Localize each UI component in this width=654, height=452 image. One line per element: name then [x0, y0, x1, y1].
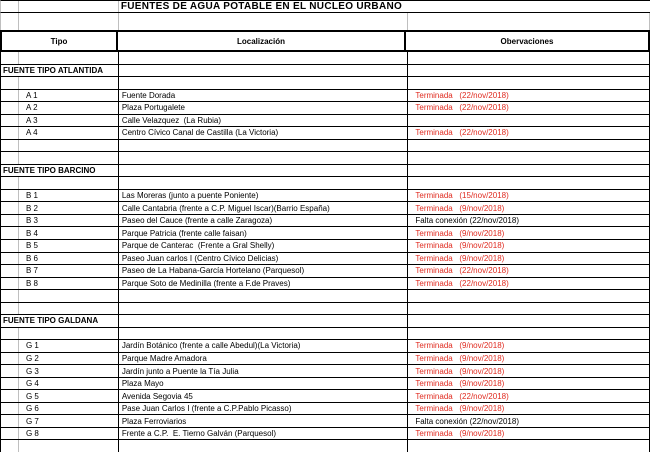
table-row	[0, 90, 650, 103]
table-row	[0, 215, 650, 228]
cell-localizacion: Jardín Botánico (frente a calle Abedul)(La Victoria)	[119, 340, 409, 352]
spacer-row	[0, 440, 650, 452]
section-empty-observaciones	[408, 315, 650, 327]
cell-observaciones: Terminada (9/nov/2018)	[408, 353, 650, 365]
row-margin-cell	[1, 403, 19, 415]
cell-tipo: A 3	[19, 115, 119, 127]
row-margin-cell	[1, 240, 19, 252]
spacer-cell	[119, 140, 409, 152]
cell-localizacion: Plaza Ferroviarios	[119, 415, 409, 427]
cell-localizacion: Paseo Juan carlos I (Centro Cívico Delicias)	[119, 253, 409, 265]
section-empty-localizacion	[119, 165, 409, 177]
spacer-cell	[19, 440, 119, 452]
cell-observaciones: Terminada (15/nov/2018)	[408, 190, 650, 202]
row-margin-cell	[1, 278, 19, 290]
cell-observaciones: Falta conexión (22/nov/2018)	[408, 215, 650, 227]
section-title: FUENTE TIPO ATLANTIDA	[1, 65, 119, 77]
table-row	[0, 403, 650, 416]
cell-tipo: G 6	[19, 403, 119, 415]
column-header-observaciones: Obervaciones	[500, 36, 554, 46]
spacer-cell	[1, 77, 19, 89]
cell-observaciones: Terminada (22/nov/2018)	[408, 278, 650, 290]
cell-localizacion: Plaza Portugalete	[119, 102, 409, 114]
title-cell	[119, 1, 650, 12]
cell-tipo: G 5	[19, 390, 119, 402]
cell-tipo: G 8	[19, 428, 119, 440]
row-margin-cell	[1, 253, 19, 265]
cell-tipo: B 2	[19, 202, 119, 214]
cell-observaciones: Terminada (9/nov/2018)	[408, 240, 650, 252]
cell-observaciones: Terminada (9/nov/2018)	[408, 340, 650, 352]
cell-tipo: B 1	[19, 190, 119, 202]
section-empty-localizacion	[119, 65, 409, 77]
cell-observaciones: Terminada (9/nov/2018)	[408, 428, 650, 440]
cell-observaciones: Terminada (22/nov/2018)	[408, 127, 650, 139]
table-row	[0, 390, 650, 403]
section-empty-localizacion	[119, 315, 409, 327]
section-header-row	[0, 165, 650, 178]
spacer-cell	[119, 52, 409, 64]
section-empty-observaciones	[408, 165, 650, 177]
cell-localizacion: Paseo del Cauce (frente a calle Zaragoza)	[119, 215, 409, 227]
spacer-cell	[119, 440, 409, 452]
cell-tipo: G 7	[19, 415, 119, 427]
cell-localizacion: Paseo de La Habana-García Hortelano (Parquesol)	[119, 265, 409, 277]
cell-observaciones: Terminada (22/nov/2018)	[408, 102, 650, 114]
title-col-a-cell	[1, 1, 19, 12]
spacer-cell	[119, 177, 409, 189]
spacer-cell	[1, 140, 19, 152]
cell-observaciones: Terminada (22/nov/2018)	[408, 265, 650, 277]
table-row	[0, 190, 650, 203]
column-header-localizacion: Localización	[118, 32, 406, 50]
spacer-row	[0, 52, 650, 65]
spacer-row	[0, 140, 650, 153]
table-row	[0, 115, 650, 128]
spacer-cell	[119, 303, 409, 315]
section-empty-observaciones	[408, 65, 650, 77]
cell-tipo: A 2	[19, 102, 119, 114]
cell-localizacion: Parque Madre Amadora	[119, 353, 409, 365]
spacer-cell	[19, 177, 119, 189]
row-margin-cell	[1, 415, 19, 427]
cell-tipo: B 4	[19, 227, 119, 239]
row-margin-cell	[1, 365, 19, 377]
table-header-row	[0, 30, 650, 52]
spacer-cell	[408, 13, 650, 30]
cell-tipo: G 2	[19, 353, 119, 365]
cell-observaciones: Terminada (9/nov/2018)	[408, 202, 650, 214]
cell-observaciones: Terminada (9/nov/2018)	[408, 403, 650, 415]
spacer-cell	[1, 440, 19, 452]
table-row	[0, 253, 650, 266]
cell-localizacion: Fuente Dorada	[119, 90, 409, 102]
cell-tipo: B 8	[19, 278, 119, 290]
cell-localizacion: Pase Juan Carlos I (frente a C.P.Pablo Picasso)	[119, 403, 409, 415]
table-row	[0, 353, 650, 366]
spacer-cell	[19, 290, 119, 302]
spacer-cell	[119, 328, 409, 340]
cell-observaciones: Terminada (22/nov/2018)	[408, 390, 650, 402]
row-margin-cell	[1, 340, 19, 352]
table-row	[0, 340, 650, 353]
spacer-cell	[408, 140, 650, 152]
row-margin-cell	[1, 190, 19, 202]
row-margin-cell	[1, 90, 19, 102]
spacer-cell	[19, 13, 119, 30]
spacer-cell	[19, 303, 119, 315]
spacer-cell	[408, 152, 650, 164]
cell-observaciones	[408, 115, 650, 127]
cell-tipo: G 1	[19, 340, 119, 352]
spacer-cell	[408, 177, 650, 189]
title-col-b-cell	[19, 1, 119, 12]
spacer-cell	[19, 77, 119, 89]
row-margin-cell	[1, 215, 19, 227]
cell-tipo: A 1	[19, 90, 119, 102]
spacer-cell	[1, 328, 19, 340]
spacer-row-top	[0, 13, 650, 30]
row-margin-cell	[1, 378, 19, 390]
spacer-row	[0, 290, 650, 303]
row-margin-cell	[1, 115, 19, 127]
cell-localizacion: Calle Cantabria (frente a C.P. Miguel Iscar)(Barrio España)	[119, 202, 409, 214]
cell-tipo: G 3	[19, 365, 119, 377]
cell-tipo: A 4	[19, 127, 119, 139]
spacer-cell	[19, 152, 119, 164]
row-margin-cell	[1, 390, 19, 402]
spacer-cell	[1, 303, 19, 315]
row-margin-cell	[1, 428, 19, 440]
spacer-cell	[408, 328, 650, 340]
section-title: FUENTE TIPO GALDANA	[1, 315, 119, 327]
spacer-cell	[1, 152, 19, 164]
cell-localizacion: Parque Soto de Medinilla (frente a F.de Praves)	[119, 278, 409, 290]
table-row	[0, 415, 650, 428]
cell-tipo: B 3	[19, 215, 119, 227]
spacer-cell	[19, 52, 119, 64]
spacer-cell	[1, 290, 19, 302]
cell-observaciones: Terminada (9/nov/2018)	[408, 365, 650, 377]
section-title: FUENTE TIPO BARCINO	[1, 165, 119, 177]
spacer-cell	[408, 440, 650, 452]
spacer-cell	[119, 13, 409, 30]
table-row	[0, 227, 650, 240]
cell-localizacion: Parque Patricia (frente calle faisan)	[119, 227, 409, 239]
spacer-cell	[408, 290, 650, 302]
table-row	[0, 127, 650, 140]
table-row	[0, 240, 650, 253]
cell-observaciones: Terminada (9/nov/2018)	[408, 227, 650, 239]
table-row	[0, 278, 650, 291]
row-margin-cell	[1, 227, 19, 239]
spacer-row	[0, 303, 650, 316]
section-header-row	[0, 65, 650, 78]
cell-localizacion: Calle Velazquez (La Rubia)	[119, 115, 409, 127]
spacer-cell	[19, 328, 119, 340]
spacer-cell	[408, 52, 650, 64]
spacer-row	[0, 77, 650, 90]
table-body	[0, 52, 654, 452]
spacer-row	[0, 152, 650, 165]
cell-localizacion: Parque de Canterac (Frente a Gral Shelly)	[119, 240, 409, 252]
title-row	[0, 0, 650, 13]
spacer-cell	[119, 77, 409, 89]
table-row	[0, 365, 650, 378]
spacer-cell	[408, 77, 650, 89]
spacer-row	[0, 177, 650, 190]
cell-observaciones: Falta conexión (22/nov/2018)	[408, 415, 650, 427]
spacer-row	[0, 328, 650, 341]
cell-observaciones: Terminada (22/nov/2018)	[408, 90, 650, 102]
cell-localizacion: Las Moreras (junto a puente Poniente)	[119, 190, 409, 202]
spacer-cell	[119, 152, 409, 164]
table-row	[0, 378, 650, 391]
table-row	[0, 202, 650, 215]
column-header-tipo: Tipo	[2, 32, 118, 50]
cell-localizacion: Avenida Segovia 45	[119, 390, 409, 402]
row-margin-cell	[1, 353, 19, 365]
cell-tipo: B 7	[19, 265, 119, 277]
page-title: FUENTES DE AGUA POTABLE EN EL NUCLEO URBANO	[120, 1, 403, 12]
table-row	[0, 428, 650, 441]
cell-localizacion: Plaza Mayo	[119, 378, 409, 390]
table-row	[0, 265, 650, 278]
spacer-cell	[1, 177, 19, 189]
row-margin-cell	[1, 127, 19, 139]
cell-localizacion: Frente a C.P. E. Tierno Galván (Parquesol)	[119, 428, 409, 440]
cell-observaciones: Terminada (9/nov/2018)	[408, 378, 650, 390]
spacer-cell	[119, 290, 409, 302]
spacer-cell	[408, 303, 650, 315]
cell-tipo: B 5	[19, 240, 119, 252]
row-margin-cell	[1, 102, 19, 114]
section-header-row	[0, 315, 650, 328]
spacer-cell	[19, 140, 119, 152]
cell-localizacion: Jardín junto a Puente la Tía Julia	[119, 365, 409, 377]
table-row	[0, 102, 650, 115]
cell-tipo: G 4	[19, 378, 119, 390]
row-margin-cell	[1, 265, 19, 277]
spacer-cell	[1, 13, 19, 30]
spacer-cell	[1, 52, 19, 64]
cell-localizacion: Centro Cívico Canal de Castilla (La Victoria)	[119, 127, 409, 139]
cell-observaciones: Terminada (9/nov/2018)	[408, 253, 650, 265]
cell-tipo: B 6	[19, 253, 119, 265]
row-margin-cell	[1, 202, 19, 214]
